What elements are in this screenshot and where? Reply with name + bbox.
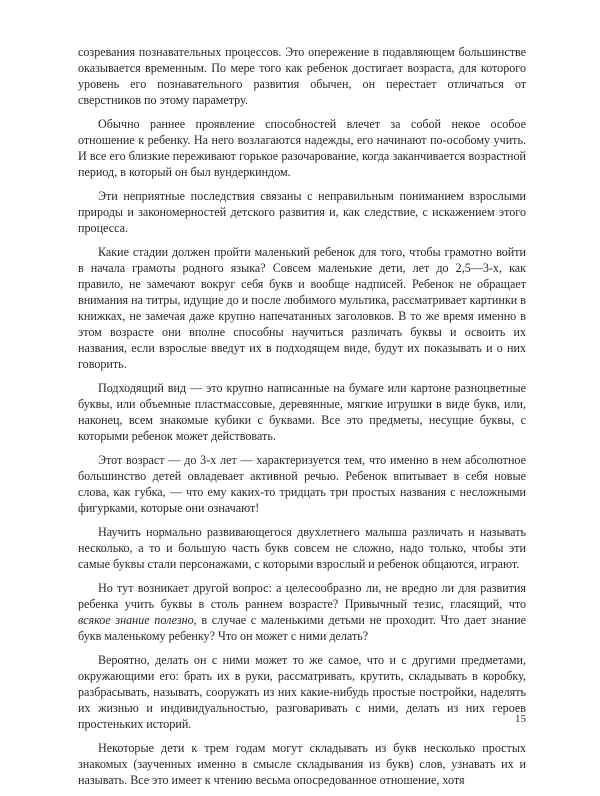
paragraph: Некоторые дети к трем годам могут складывать из букв несколько простых знакомых (заученных именно в смысле складывания из букв) слов, узнавать их и называть. Все это имеет к чтению весьма опосредованное отношение, хотя bbox=[78, 741, 526, 787]
paragraph: Эти неприятные последствия связаны с неправильным пониманием взрослыми природы и закономерностей детского развития и, как следствие, с искажением этого процесса. bbox=[78, 189, 526, 235]
paragraph: Вероятно, делать он с ними может то же самое, что и с другими предметами, окружающими его: брать их в руки, рассматривать, крутить, складывать в коробку, разбрасывать, называть, сооружать из них какие-нибудь простые постройки, наделять их жизнью и индивидуальностью, разговаривать с ними, делать из них героев простеньких историй. bbox=[78, 653, 526, 731]
page-number: 15 bbox=[515, 713, 526, 725]
paragraph: созревания познавательных процессов. Это опережение в подавляющем большинстве оказывается временным. По мере того как ребенок достигает возраста, для которого уровень его познавательного развития обычен, он перестает отличаться от сверстников по этому параметру. bbox=[78, 45, 526, 107]
paragraph: Научить нормально развивающегося двухлетнего малыша различать и называть несколько, а то и большую часть букв совсем не сложно, надо только, чтобы эти самые буквы стали персонажами, с которыми взрослый и ребенок общаются, играют. bbox=[78, 525, 526, 571]
paragraph: Обычно раннее проявление способностей влечет за собой некое особое отношение к ребенку. На него возлагаются надежды, его начинают по-особому учить. И все его близкие переживают горькое разочарование, когда заканчивается возрастной период, в который он был вундеркиндом. bbox=[78, 117, 526, 179]
emphasized-phrase: всякое знание полезно bbox=[78, 613, 194, 627]
question-text-end: , в случае с маленькими детьми не проходит. Что дает знание букв маленькому ребенку? Что он может с ними делать? bbox=[78, 613, 526, 643]
paragraph-question bbox=[78, 580, 526, 644]
paragraph: Какие стадии должен пройти маленький ребенок для того, чтобы грамотно войти в начала грамоты родного языка? Совсем маленькие дети, лет до 2,5—3-х, как правило, не замечают вокруг себя букв и вообще надписей. Ребенок не обращает внимания на титры, идущие до и после любимого мультика, рассматривает картинки в книжках, не замечая даже крупно напечатанных заголовков. В то же время именно в этом возрасте они вполне способны научиться различать буквы и освоить их названия, если взрослые введут их в подходящем виде, будут их показывать и о них говорить. bbox=[78, 245, 526, 371]
paragraph: Этот возраст — до 3-х лет — характеризуется тем, что именно в нем абсолютное большинство детей овладевает активной речью. Ребенок впитывает в себя новые слова, как губка, — что ему каких-то тридцать три простых названия с несложными фигурками, которые они означают! bbox=[78, 453, 526, 515]
paragraph: Подходящий вид — это крупно написанные на бумаге или картоне разноцветные буквы, или объемные пластмассовые, деревянные, мягкие игрушки в виде букв, или, наконец, всем знакомые кубики с буквами. Все это предметы, несущие буквы, с которыми ребенок может действовать. bbox=[78, 381, 526, 443]
question-text-start: Но тут возникает другой вопрос: а целесообразно ли, не вредно ли для развития ребенка учить буквы в столь раннем возрасте? Привычный тезис, гласящий, что bbox=[78, 581, 526, 611]
page-text bbox=[78, 44, 526, 796]
